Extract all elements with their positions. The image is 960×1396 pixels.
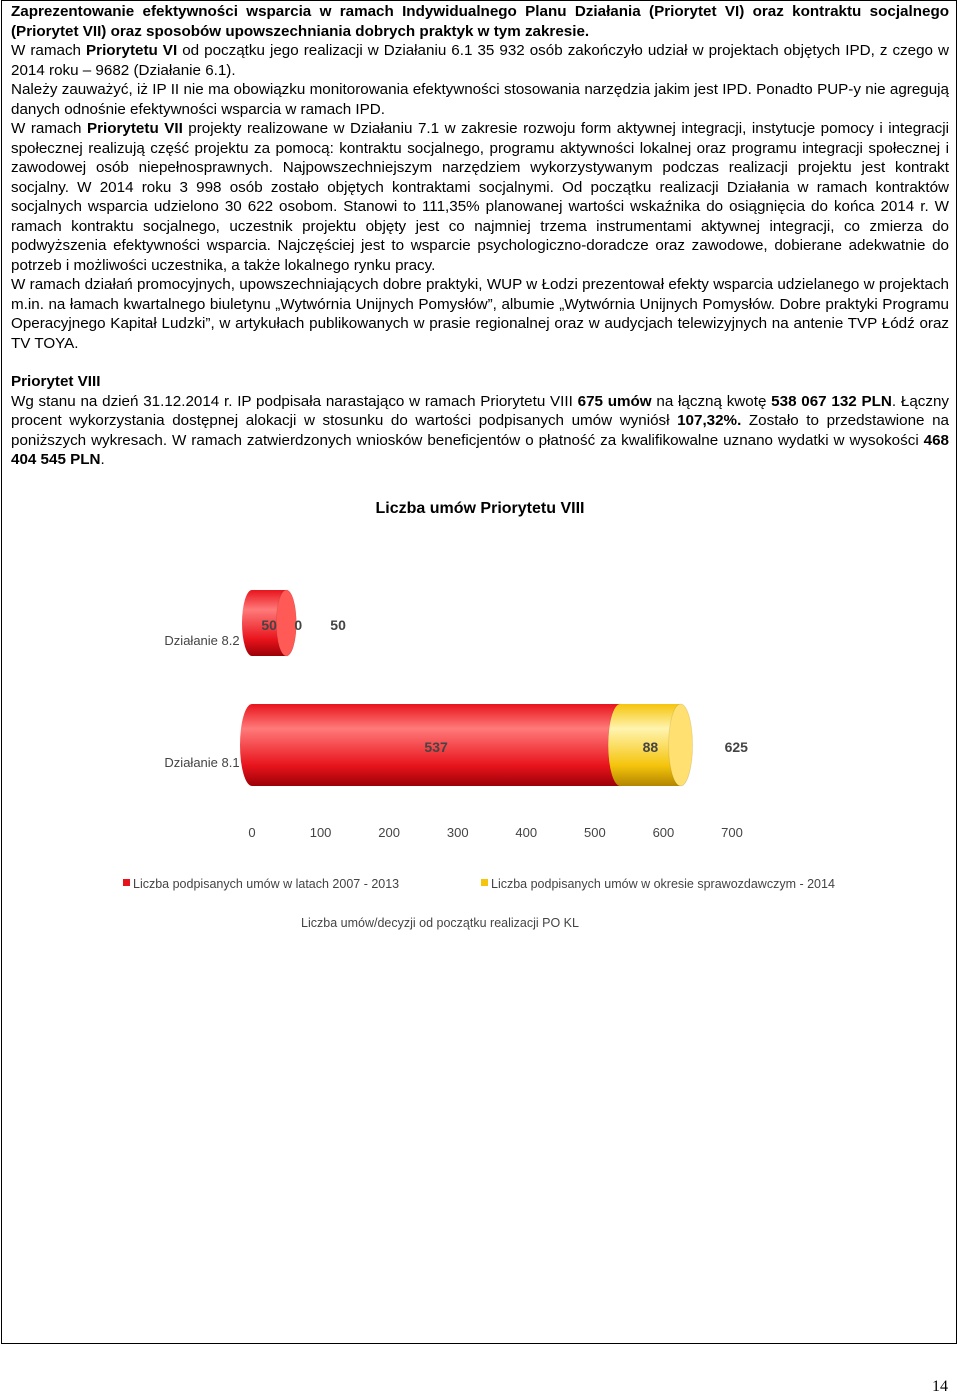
text-run: . [100, 451, 105, 468]
paragraph [11, 372, 949, 392]
total-label: 625 [724, 739, 748, 755]
bar-end-cap [276, 590, 296, 656]
legend-swatch [481, 879, 488, 886]
x-tick-label: 700 [721, 825, 743, 840]
bold-text: Priorytet VIII [11, 373, 101, 390]
x-tick-label: 0 [248, 825, 256, 840]
text-run: projekty realizowane w Działaniu 7.1 w zakresie rozwoju form aktywnej integracji, instytucje pomocy i integracji społecznej realizują część projektu za pomocą: kontraktu socjalnego, programu aktywności lokalnej oraz programu integracji społecznej i zawodowej osób niepełnosprawnych. Najpowszechniejszym narzędziem wykorzystywanym podczas realizacji projektu jest kontrakt socjalny. W 2014 roku 3 998 osób zostało objętych kontraktami socjalnymi. Od początku realizacji Działania w ramach kontraktów socjalnych wsparcia udzielono 30 622 osobom. Stanowi to 111,35% planowanej wartości wskaźnika do osiągnięcia do końca 2014 r. W ramach kontraktu socjalnego, uczestnik projektu objęty jest co najmniej trzema instrumentami aktywnej integracji, co zmierza do podwyższenia efektywności wsparcia. Najczęściej jest to wsparcie psychologiczno-doradcze oraz zawodowe, dobierane adekwatnie do potrzeb i możliwości uczestnika, a także lokalnego rynku pracy. [11, 120, 950, 274]
text-run: na łączną kwotę [651, 392, 772, 410]
legend-label: Liczba podpisanych umów w okresie sprawozdawczym - 2014 [491, 877, 835, 891]
text-run: W ramach działań promocyjnych, upowszechniających dobre praktyki, WUP w Łodzi prezentował efekty wsparcia udzielanego w projektach m.in. na łamach kwartalnego biuletynu „Wytwórnia Unijnych Pomysłów”, albumie „Wytwórnia Unijnych Pomysłów. Dobre praktyki Programu Operacyjnego Kapitał Ludzki”, w artykułach publikowanych w prasie regionalnej oraz w audycjach telewizyjnych na antenie TVP Łódź oraz TV TOYA. [11, 276, 949, 352]
bold-text: 538 067 132 PLN [771, 392, 892, 410]
text-run: Należy zauważyć, iż IP II nie ma obowiązku monitorowania efektywności stosowania narzędzia jakim jest IPD. Ponadto PUP-y nie agregują danych odnośnie efektywności wsparcia w ramach IPD. [11, 81, 949, 118]
paragraph [11, 2, 949, 41]
category-label: Działanie 8.1 [164, 755, 240, 770]
x-tick-label: 100 [309, 825, 332, 840]
data-label: 537 [424, 739, 448, 755]
bold-text: Priorytetu VII [86, 120, 183, 137]
bold-text: 675 umów [577, 392, 652, 410]
x-tick-label: 500 [584, 825, 606, 840]
text-run: od początku jego realizacji w Działaniu 6.1 35 932 osób zakończyło udział w projektach objętych IPD, z czego w 2014 roku – 9682 (Działanie 6.1). [11, 42, 949, 79]
legend-label: Liczba podpisanych umów w latach 2007 - 2013 [133, 877, 400, 891]
category-label: Działanie 8.2 [164, 633, 240, 648]
x-tick-label: 300 [446, 825, 469, 840]
document-text [11, 2, 949, 470]
paragraph [11, 392, 949, 470]
text-run: Wg stanu na dzień 31.12.2014 r. IP podpisała narastająco w ramach Priorytetu VIII [11, 392, 578, 410]
bold-text: Zaprezentowanie efektywności wsparcia w ramach Indywidualnego Planu Działania (Priorytet VI) oraz kontraktu socjalnego (Priorytet VII) oraz sposobów upowszechniania dobrych praktyk w tym zakresie. [11, 3, 949, 40]
bold-text: 468 404 545 PLN [11, 431, 949, 468]
text-run: W ramach [11, 42, 87, 59]
bold-text: Priorytetu VI [86, 42, 178, 59]
data-label: 88 [642, 739, 659, 755]
legend-swatch [123, 879, 130, 886]
text-run: W ramach [11, 120, 87, 137]
paragraph [11, 41, 949, 80]
paragraph-gap [11, 353, 949, 372]
bar-end-cap [669, 704, 693, 786]
data-label: 50 [261, 617, 277, 633]
paragraph [11, 275, 949, 353]
total-label: 50 [330, 617, 346, 633]
x-tick-label: 400 [515, 825, 538, 840]
text-run: Zostało to przedstawione na poniższych wykresach. W ramach zatwierdzonych wniosków beneficjentów o płatność za kwalifikowalne uznano wydatki w wysokości [11, 412, 949, 449]
x-axis-label: Liczba umów/decyzji od początku realizacji PO KL [301, 916, 579, 930]
x-tick-label: 600 [652, 825, 675, 840]
page-number: 14 [932, 1378, 948, 1395]
x-tick-label: 200 [378, 825, 400, 840]
bold-text: 107,32%. [677, 412, 742, 429]
paragraph [11, 119, 949, 275]
paragraph [11, 80, 949, 119]
chart-title: Liczba umów Priorytetu VIII [375, 500, 585, 517]
data-label: 0 [294, 617, 303, 633]
text-run: . Łączny procent wykorzystania dostępnej alokacji w stosunku do wartości podpisanych umów wyniósł [11, 392, 950, 429]
bar-chart [0, 540, 960, 940]
